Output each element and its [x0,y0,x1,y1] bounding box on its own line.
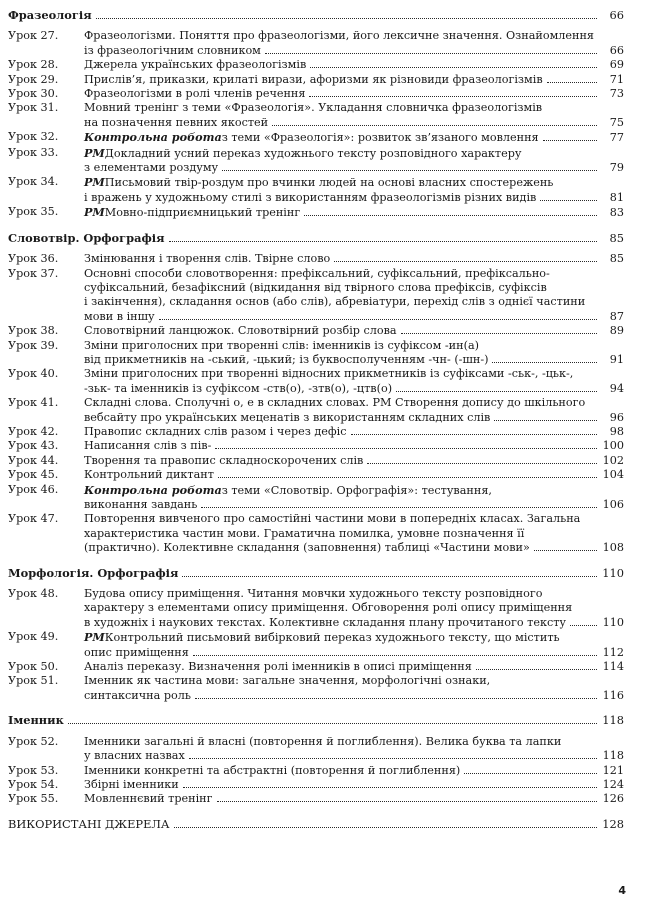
entry-page: 87 [600,310,624,324]
toc-entry [8,146,624,176]
entry-page: 108 [600,541,624,555]
entry-page: 126 [600,792,624,806]
control-work-label: Контрольна робота [84,482,222,497]
toc-entry [8,778,624,792]
entry-text: Контрольний письмовий вибірковий переказ художнього тексту, що містить [104,631,560,645]
section-page: 128 [602,816,624,831]
toc-entry [8,267,624,325]
entry-text: Мовний тренінг з теми «Фразеологія». Укладання словничка фразеологізмів [84,101,543,115]
entry-line [84,601,624,615]
leader-dots [169,241,598,242]
leader-dots [401,333,597,334]
toc-entry [8,483,624,513]
entry-line [84,191,624,205]
entry-page: 106 [600,498,624,512]
entry-text: Збірні іменники [84,777,179,791]
entry-page: 69 [600,58,624,72]
entry-line [84,130,624,145]
lesson-label: Урок 34. [8,175,59,189]
entry-line [84,367,624,381]
section-title: Морфологія. Орфографія [8,565,179,580]
lesson-label: Урок 45. [8,468,59,482]
lesson-label: Урок 48. [8,587,59,601]
entry-line [84,689,624,703]
leader-dots [540,200,597,201]
page-number: 4 [618,884,626,897]
entry-line [84,382,624,396]
entry-line [84,616,624,630]
entry-line [84,764,624,778]
entry-line [84,353,624,367]
toc-entry [8,674,624,703]
entry-page: 75 [600,116,624,130]
toc-entry [8,512,624,555]
rm-label: РМ [84,175,105,190]
entry-line [84,630,624,645]
entry-page: 73 [600,87,624,101]
entry-page: 102 [600,454,624,468]
lesson-label: Урок 40. [8,367,59,381]
section-title: Іменник [8,713,64,728]
entry-line [84,660,624,674]
entry-page: 83 [600,206,624,220]
leader-dots [215,448,597,449]
toc-entry [8,630,624,660]
section-title: Фразеологія [8,8,92,22]
entry-text: вебсайту про українських меценатів з використанням складних слів [84,410,491,424]
entry-text: на позначення певних якостей [84,115,269,129]
entry-line [84,454,624,468]
entry-page: 110 [600,616,624,630]
entry-text: Іменники конкретні та абстрактні (повторення й поглиблення) [84,763,461,777]
toc-entry [8,73,624,87]
leader-dots [396,391,597,392]
toc-entry [8,735,624,764]
entry-line [84,281,624,295]
toc-entry [8,454,624,468]
entry-text: Творення та правопис складноскорочених слів [84,453,364,467]
leader-dots [476,669,597,670]
lesson-label: Урок 33. [8,145,59,159]
toc-entry [8,58,624,72]
entry-page: 112 [600,646,624,660]
entry-text: мови в іншу [84,309,155,323]
leader-dots [193,655,597,656]
section-heading [8,8,624,22]
entry-text: Змінювання і творення слів. Твірне слово [84,252,331,266]
entry-line [84,295,624,309]
section-page: 118 [602,713,624,728]
entry-page: 104 [600,468,624,482]
toc-entry [8,367,624,396]
lesson-label: Урок 41. [8,396,59,410]
lesson-label: Урок 47. [8,512,59,526]
entry-line [84,439,624,453]
lesson-label: Урок 30. [8,87,59,101]
lesson-label: Урок 38. [8,324,59,338]
lesson-label: Урок 55. [8,792,59,806]
entry-text: суфіксальний, безафіксний (відкидання від твірного слова префіксів, суфіксів [84,280,547,294]
leader-dots [174,827,597,828]
entry-line [84,324,624,338]
entry-text: Контрольний диктант [84,468,214,482]
lesson-label: Урок 42. [8,424,59,438]
entry-text: Основні способи словотворення: префіксальний, суфіксальний, префіксально- [84,266,550,280]
entry-line [84,161,624,175]
entry-line [84,252,624,266]
entry-text: виконання завдань [84,498,198,511]
toc-entry [8,396,624,425]
lesson-label: Урок 37. [8,266,59,280]
entry-line [84,411,624,425]
leader-dots [183,787,597,788]
entry-line [84,310,624,324]
toc-entry [8,205,624,220]
section-heading [8,566,624,580]
section-title: ВИКОРИСТАНІ ДЖЕРЕЛА [8,816,170,831]
section-page: 85 [609,230,624,245]
lesson-label: Урок 46. [8,482,59,496]
section-page: 110 [602,565,624,580]
entry-text: (практично). Колективне складання (заповнення) таблиці «Частини мови» [84,541,530,555]
leader-dots [195,698,597,699]
entry-text: Мовно-підприємницький тренінг [104,206,301,220]
leader-dots [547,82,597,83]
entry-page: 71 [600,73,624,87]
entry-page: 85 [600,252,624,266]
entry-line [84,646,624,660]
leader-dots [310,67,597,68]
leader-dots [217,801,598,802]
entry-text: із фразеологічним словником [84,43,261,57]
toc-entry [8,587,624,630]
entry-text: Словотвірний ланцюжок. Словотвірний розбір слова [84,324,397,338]
entry-page: 79 [600,161,624,175]
lesson-label: Урок 32. [8,130,59,144]
lesson-label: Урок 53. [8,763,59,777]
entry-line [84,267,624,281]
entry-text: Фразеологізми. Поняття про фразеологізми, його лексичне значення. Ознайомлення [84,29,594,43]
entry-page: 89 [600,324,624,338]
entry-page: 114 [600,660,624,674]
entry-line [84,512,624,526]
lesson-label: Урок 31. [8,101,59,115]
entry-text: Написання слів з пів- [84,439,212,453]
leader-dots [543,140,597,141]
entry-line [84,146,624,161]
section-heading [8,713,624,727]
entry-page: 91 [600,353,624,367]
leader-dots [189,758,597,759]
leader-dots [534,550,597,551]
lesson-label: Урок 50. [8,660,59,674]
toc-entry [8,252,624,266]
entry-text: з теми «Словотвір. Орфографія»: тестування, [221,483,492,497]
lesson-label: Урок 29. [8,72,59,86]
leader-dots [201,507,597,508]
entry-line [84,587,624,601]
entry-text: Докладний усний переказ художнього тексту розповідного характеру [104,146,522,160]
leader-dots [309,96,597,97]
toc-entry [8,175,624,205]
entry-page: 100 [600,439,624,453]
entry-text: Мовленнєвий тренінг [84,792,213,806]
lesson-label: Урок 51. [8,674,59,688]
lesson-label: Урок 49. [8,630,59,644]
lesson-label: Урок 39. [8,338,59,352]
entry-line [84,339,624,353]
leader-dots [272,125,597,126]
entry-line [84,425,624,439]
entry-page: 66 [600,44,624,58]
lesson-label: Урок 43. [8,439,59,453]
section-page: 66 [609,8,624,22]
entry-text: Фразеологізми в ролі членів речення [84,87,306,101]
leader-dots [159,319,597,320]
toc-entry [8,101,624,130]
leader-dots [218,477,597,478]
entry-line [84,792,624,806]
entry-line [84,735,624,749]
entry-line [84,58,624,72]
entry-line [84,44,624,58]
entry-text: з теми «Фразеологія»: розвиток зв’язаного мовлення [221,131,539,145]
entry-page: 94 [600,382,624,396]
entry-page: 116 [600,689,624,703]
entry-line [84,483,624,498]
table-of-contents [8,8,624,831]
entry-line [84,205,624,220]
entry-text: з елементами роздуму [84,161,219,175]
entry-text: Правопис складних слів разом і через дефіс [84,424,347,438]
lesson-label: Урок 27. [8,29,59,43]
toc-entry [8,425,624,439]
toc-entry [8,792,624,806]
entry-page: 118 [600,749,624,763]
entry-text: Будова опису приміщення. Читання мовчки художнього тексту розповідного [84,587,543,601]
entry-text: Прислів’я, приказки, крилаті вирази, афоризми як різновиди фразеологізмів [84,72,543,86]
entry-text: Іменник як частина мови: загальне значення, морфологічні ознаки, [84,674,491,688]
toc-entry [8,339,624,368]
entry-line [84,73,624,87]
entry-text: характеру з елементами опису приміщення. Обговорення ролі опису приміщення [84,601,573,615]
leader-dots [304,215,597,216]
leader-dots [265,53,597,54]
leader-dots [367,463,597,464]
leader-dots [222,170,597,171]
entry-text: Повторення вивченого про самостійні частини мови в попередніх класах. Загальна [84,512,581,526]
entry-text: у власних назвах [84,749,185,763]
toc-entry [8,324,624,338]
leader-dots [182,576,597,577]
toc-entry [8,29,624,58]
control-work-label: Контрольна робота [84,130,222,145]
entry-page: 96 [600,411,624,425]
entry-line [84,29,624,43]
entry-text: Зміни приголосних при творенні слів: іменників із суфіксом -ин(а) [84,338,479,352]
entry-line [84,87,624,101]
lesson-label: Урок 54. [8,777,59,791]
section-title: Словотвір. Орфографія [8,230,165,245]
toc-entry [8,87,624,101]
entry-line [84,778,624,792]
toc-entry [8,468,624,482]
entry-line [84,527,624,541]
entry-text: Аналіз переказу. Визначення ролі іменників в описі приміщення [84,660,472,674]
lesson-label: Урок 28. [8,58,59,72]
rm-label: РМ [84,145,105,160]
rm-label: РМ [84,630,105,645]
leader-dots [351,434,598,435]
entry-text: Джерела українських фразеологізмів [84,58,307,72]
entry-text: -зьк- та іменників із суфіксом -ств(о), -зтв(о), -цтв(о) [84,381,393,395]
entry-line [84,101,624,115]
entry-page: 77 [600,131,624,145]
toc-entry [8,764,624,778]
rm-label: РМ [84,205,105,220]
leader-dots [492,362,597,363]
leader-dots [570,625,597,626]
lesson-label: Урок 52. [8,734,59,748]
entry-line [84,468,624,482]
lesson-label: Урок 44. [8,453,59,467]
entry-text: від прикметників на -ський, -цький; із буквосполученням -чн- (-шн-) [84,352,489,366]
leader-dots [464,773,597,774]
section-heading [8,231,624,245]
entry-line [84,116,624,130]
entry-text: в художніх і наукових текстах. Колективне складання плану прочитаного тексту [84,615,566,629]
entry-text: і вражень у художньому стилі з використанням фразеологізмів різних видів [84,190,537,204]
entry-text: Письмовий твір-роздум про вчинки людей на основі власних спостережень [104,176,554,190]
entry-text: Складні слова. Сполучні о, е в складних словах. РМ Створення допису до шкільного [84,396,586,410]
toc-entry [8,130,624,145]
entry-line [84,396,624,410]
entry-page: 121 [600,764,624,778]
entry-page: 81 [600,191,624,205]
entry-page: 124 [600,778,624,792]
entry-text: Іменники загальні й власні (повторення й поглиблення). Велика буква та лапки [84,734,562,748]
entry-line [84,749,624,763]
toc-entry [8,439,624,453]
leader-dots [494,420,597,421]
leader-dots [334,261,597,262]
entry-text: синтаксична роль [84,688,191,702]
leader-dots [96,18,597,19]
entry-page: 98 [600,425,624,439]
entry-text: опис приміщення [84,645,189,659]
entry-line [84,541,624,555]
entry-line [84,498,624,512]
toc-entry [8,660,624,674]
leader-dots [68,723,597,724]
entry-text: характеристика частин мови. Граматична помилка, умовне позначення її [84,526,525,540]
lesson-label: Урок 35. [8,205,59,219]
lesson-label: Урок 36. [8,252,59,266]
entry-text: і закінчення), складання основ (або слів), абревіатури, перехід слів з однієї частини [84,295,586,309]
entry-text: Зміни приголосних при творенні відносних прикметників із суфіксами -ськ-, -цьк-, [84,367,574,381]
section-heading [8,817,624,831]
entry-line [84,175,624,190]
entry-line [84,674,624,688]
